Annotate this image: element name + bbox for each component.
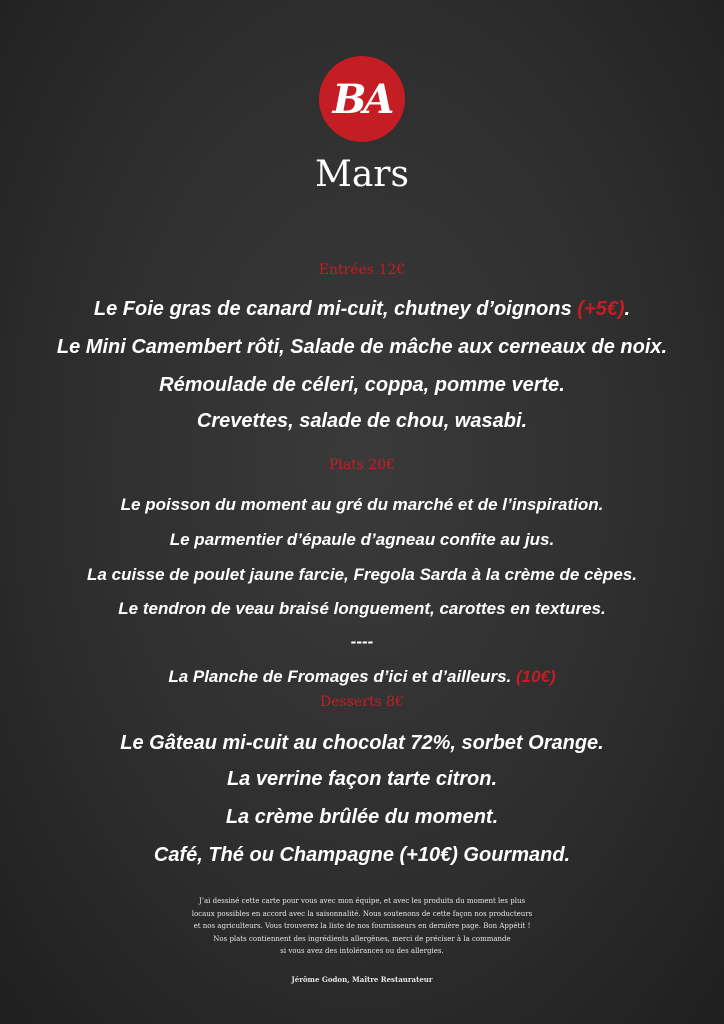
note-line: J’ai dessiné cette carte pour vous avec mon équipe, et avec les produits du moment les plus	[198, 897, 526, 905]
section-heading-desserts: Desserts 8€	[320, 694, 404, 710]
item-supplement: (+5€)	[577, 298, 625, 320]
menu-item: Rémoulade de céleri, coppa, pomme verte.	[159, 374, 565, 396]
menu-item: Le tendron de veau braisé longuement, carottes en textures.	[118, 599, 606, 618]
menu-item: La crème brûlée du moment.	[225, 806, 499, 828]
menu-item: Crevettes, salade de chou, wasabi.	[196, 410, 528, 432]
menu-item	[0, 298, 724, 321]
menu-item: Café, Thé ou Champagne (+10€) Gourmand.	[153, 844, 571, 866]
note-line: si vous avez des intolérances ou des allergies.	[280, 947, 444, 955]
menu-item: La cuisse de poulet jaune farcie, Fregola Sarda à la crème de cèpes.	[87, 565, 637, 584]
restaurant-logo	[319, 56, 405, 142]
item-price: (10€)	[515, 667, 556, 686]
item-tail: .	[624, 298, 631, 320]
menu-item: Le parmentier d’épaule d’agneau confite au jus.	[169, 530, 555, 549]
menu-title: Mars	[314, 154, 409, 195]
note-line: locaux possibles en accord avec la saisonnalité. Nous soutenons de cette façon nos producteurs	[191, 909, 533, 918]
signature: Jérôme Godon, Maître Restaurateur	[291, 975, 433, 984]
menu-item-cheese	[0, 667, 724, 687]
note-line: et nos agriculteurs. Vous trouverez la liste de nos fournisseurs en dernière page. Bon Appétit !	[193, 922, 531, 930]
logo-text: BA	[332, 75, 392, 123]
note-line: Nos plats contiennent des ingrédients allergènes, merci de préciser à la commande	[213, 934, 511, 943]
item-text: Le Foie gras de canard mi-cuit, chutney d’oignons	[93, 298, 578, 320]
section-heading-entrees: Entrées 12€	[318, 262, 406, 278]
section-heading-plats: Plats 20€	[328, 457, 396, 473]
menu-item: Le poisson du moment au gré du marché et de l’inspiration.	[120, 495, 604, 514]
separator: ----	[350, 632, 374, 651]
menu-item: Le Mini Camembert rôti, Salade de mâche aux cerneaux de noix.	[56, 336, 668, 358]
item-text: La Planche de Fromages d’ici et d’ailleurs.	[168, 667, 516, 686]
chef-note	[0, 895, 724, 958]
menu-item: Le Gâteau mi-cuit au chocolat 72%, sorbet Orange.	[120, 732, 604, 754]
menu-item: La verrine façon tarte citron.	[226, 768, 498, 790]
